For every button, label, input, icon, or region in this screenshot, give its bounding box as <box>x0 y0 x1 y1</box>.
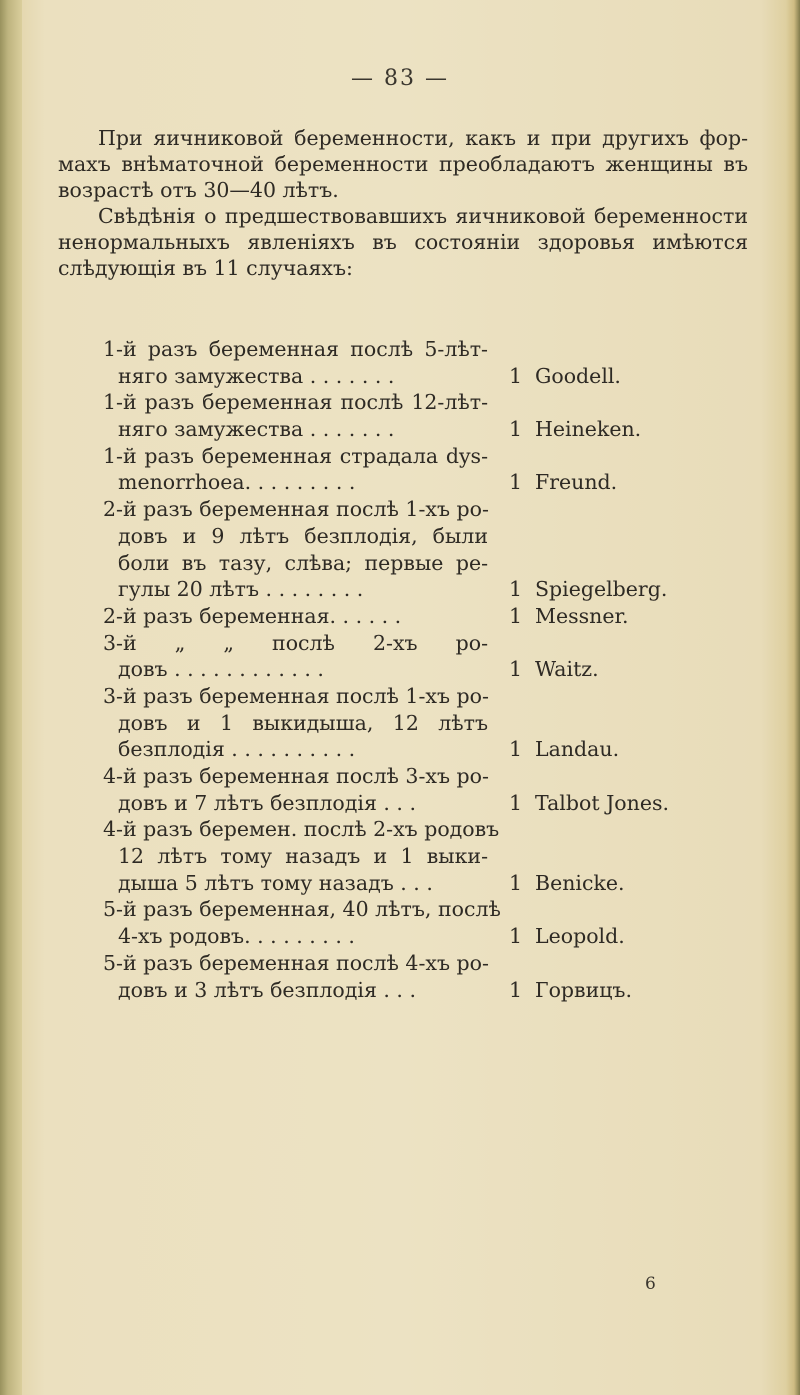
book-spine-shadow <box>0 0 22 1395</box>
case-description: довъ и 3 лѣтъ безплодія . . . <box>118 977 416 1002</box>
case-entry-line <box>103 496 763 523</box>
case-count: 1 <box>509 924 523 949</box>
paragraph-cases-intro <box>58 203 748 281</box>
case-entry-line <box>103 816 763 843</box>
case-description: боли въ тазу, слѣва; первые ре- <box>118 550 488 575</box>
case-count: 1 <box>509 977 523 1002</box>
case-entry <box>103 630 763 683</box>
case-description: няго замужества . . . . . . . <box>118 363 395 388</box>
case-description: 2-й разъ беременная послѣ 1-хъ ро- <box>103 497 489 522</box>
page-edge-shadow <box>786 0 800 1395</box>
case-entry <box>103 950 763 1003</box>
case-description: довъ и 7 лѣтъ безплодія . . . <box>118 790 416 815</box>
case-author: Landau. <box>535 737 620 762</box>
case-entry-line <box>103 656 763 683</box>
paragraph-line: ненормальныхъ явленіяхъ въ состояніи здоровья имѣются <box>58 230 748 254</box>
case-count: 1 <box>509 603 523 628</box>
case-description: довъ и 1 выкидыша, 12 лѣтъ <box>118 710 488 735</box>
case-entry <box>103 683 763 763</box>
case-entry-line <box>103 469 763 496</box>
page-number: — 83 — <box>351 66 449 91</box>
case-count: 1 <box>509 417 523 442</box>
case-count: 1 <box>509 870 523 895</box>
case-description: 5-й разъ беременная, 40 лѣтъ, послѣ <box>103 897 501 922</box>
case-description: 4-хъ родовъ. . . . . . . . . <box>118 924 355 949</box>
case-entry-line <box>103 790 763 817</box>
case-entry-line <box>103 710 763 737</box>
case-description: 4-й разъ беремен. послѣ 2-хъ родовъ <box>103 817 500 842</box>
case-entry <box>103 896 763 949</box>
paragraph-line: махъ внѣматочной беременности преобладаютъ женщины въ <box>58 152 748 176</box>
case-description: 5-й разъ беременная послѣ 4-хъ ро- <box>103 950 489 975</box>
paragraph-line: Свѣдѣнія о предшествовавшихъ яичниковой беременности <box>98 204 748 228</box>
case-description: безплодія . . . . . . . . . . <box>118 737 356 762</box>
case-author: Heineken. <box>535 417 642 442</box>
case-author: Freund. <box>535 470 618 495</box>
case-count: 1 <box>509 363 523 388</box>
case-entry-line <box>103 923 763 950</box>
case-entry <box>103 763 763 816</box>
case-entry-line <box>103 363 763 390</box>
case-entry-line <box>103 763 763 790</box>
case-author: Goodell. <box>535 363 621 388</box>
case-entry-line <box>103 630 763 657</box>
case-entry <box>103 816 763 896</box>
case-entry <box>103 336 763 389</box>
case-count: 1 <box>509 470 523 495</box>
case-entry-line <box>103 736 763 763</box>
case-description: 1-й разъ беременная послѣ 12-лѣт- <box>103 390 488 415</box>
case-description: 3-й „ „ послѣ 2-хъ ро- <box>103 630 488 655</box>
case-description: 1-й разъ беременная послѣ 5-лѣт- <box>103 337 488 361</box>
case-count: 1 <box>509 790 523 815</box>
case-count: 1 <box>509 577 523 602</box>
case-description: дыша 5 лѣтъ тому назадъ . . . <box>118 870 433 895</box>
paragraph-line: возрастѣ отъ 30—40 лѣтъ. <box>58 178 339 202</box>
paragraph-line: При яичниковой беременности, какъ и при другихъ фор- <box>98 126 748 150</box>
case-entry <box>103 603 763 630</box>
case-count: 1 <box>509 657 523 682</box>
case-description: 4-й разъ беременная послѣ 3-хъ ро- <box>103 764 489 788</box>
case-author: Waitz. <box>535 657 599 682</box>
case-entry-line <box>103 843 763 870</box>
case-author: Leopold. <box>535 924 625 949</box>
case-entry-line <box>103 977 763 1004</box>
case-description: menorrhoea. . . . . . . . . <box>118 470 356 495</box>
case-entry-line <box>103 389 763 416</box>
case-author: Горвицъ. <box>535 977 632 1002</box>
case-entry-line <box>103 950 763 977</box>
case-description: 12 лѣтъ тому назадъ и 1 выки- <box>118 844 488 869</box>
case-entry <box>103 496 763 603</box>
case-entry-line <box>103 416 763 443</box>
case-description: 3-й разъ беременная послѣ 1-хъ ро- <box>103 683 489 708</box>
case-entry-line <box>103 603 763 630</box>
case-entry-line <box>103 896 763 923</box>
case-entry-line <box>103 336 763 363</box>
paragraph-line: слѣдующія въ 11 случаяхъ: <box>58 256 353 280</box>
case-description: довъ . . . . . . . . . . . . <box>118 657 324 682</box>
printer-signature-mark: 6 <box>645 1274 656 1294</box>
case-author: Talbot Jones. <box>535 790 670 815</box>
case-author: Benicke. <box>535 870 625 895</box>
case-description: довъ и 9 лѣтъ безплодія, были <box>118 523 488 548</box>
paragraph-intro <box>58 125 748 203</box>
case-entry <box>103 443 763 496</box>
case-entry-line <box>103 550 763 577</box>
case-entry-line <box>103 443 763 470</box>
case-description: 1-й разъ беременная страдала dys- <box>103 443 488 468</box>
case-count: 1 <box>509 737 523 762</box>
case-entry-line <box>103 870 763 897</box>
case-author: Spiegelberg. <box>535 577 668 602</box>
case-entry <box>103 389 763 442</box>
case-description: няго замужества . . . . . . . <box>118 417 395 442</box>
case-description: 2-й разъ беременная. . . . . . <box>103 603 402 628</box>
case-entry-line <box>103 523 763 550</box>
case-entry-line <box>103 683 763 710</box>
case-entry-line <box>103 576 763 603</box>
case-description: гулы 20 лѣтъ . . . . . . . . <box>118 577 364 602</box>
case-author: Messner. <box>535 603 629 628</box>
case-list <box>103 336 763 1003</box>
